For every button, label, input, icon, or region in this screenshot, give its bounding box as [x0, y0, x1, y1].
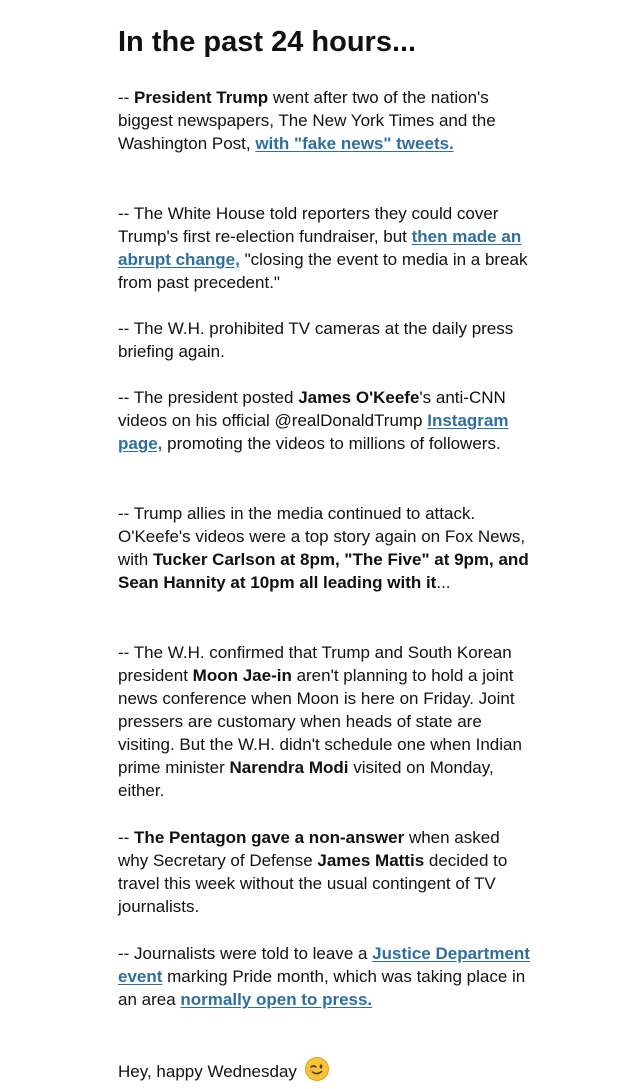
text: "closing the event to media in a break from past precedent." — [118, 250, 528, 292]
bold-text: President Trump — [134, 88, 269, 107]
text: 's anti-CNN videos on his official @realDonaldTrump — [118, 388, 506, 430]
text: visited on Monday, either. — [118, 758, 494, 800]
text: when asked why Secretary of Defense — [118, 828, 500, 870]
item-fake-news-tweets — [118, 86, 533, 155]
text: decided to travel this week without the usual contingent of TV journalists. — [118, 851, 508, 916]
fake-news-tweets-link[interactable]: with "fake news" tweets. — [255, 134, 454, 153]
bold-text: Tucker Carlson at 8pm, "The Five" at 9pm, and Sean Hannity at 10pm all leading with it — [118, 550, 529, 592]
closing-text: Hey, happy Wednesday — [118, 1062, 297, 1081]
text: ... — [436, 573, 451, 592]
instagram-page-link[interactable]: Instagram page, — [118, 411, 509, 453]
winking-face-icon — [305, 1057, 329, 1081]
text: went after two of the nation's biggest newspapers, The New York Times and the Washington Post, — [118, 88, 496, 153]
item-tv-cameras — [118, 317, 533, 363]
text: -- The president posted — [118, 388, 299, 407]
text: marking Pride month, which was taking place in an area — [118, 967, 526, 1009]
item-justice-department — [118, 942, 533, 1011]
item-okeefe-videos — [118, 386, 533, 455]
text: -- — [118, 828, 135, 847]
text: -- Journalists were told to leave a — [118, 944, 373, 963]
bold-text: James O'Keefe — [298, 388, 420, 407]
bold-text: The Pentagon gave a non-answer — [134, 828, 405, 847]
normally-open-to-press-link[interactable]: normally open to press. — [180, 990, 373, 1009]
abrupt-change-link[interactable]: then made an abrupt change, — [118, 227, 522, 269]
bold-text: Narendra Modi — [229, 758, 349, 777]
page-title: In the past 24 hours... — [118, 26, 417, 58]
bold-text: Moon Jae-in — [192, 666, 292, 685]
text: -- Trump allies in the media continued to attack. O'Keefe's videos were a top story again on Fox News, with — [118, 504, 526, 569]
item-moon-jae-in — [118, 641, 533, 802]
text: -- The White House told reporters they could cover Trump's first re-election fundraiser, but — [118, 204, 499, 246]
item-pentagon — [118, 826, 533, 918]
text: aren't planning to hold a joint news conference when Moon is here on Friday. Joint pressers are customary when heads of state are visiting. But the W.H. didn't schedule one when Indian prime minister — [118, 666, 522, 777]
bold-text: James Mattis — [317, 851, 425, 870]
item-fundraiser — [118, 202, 533, 294]
text: -- The W.H. confirmed that Trump and South Korean president — [118, 643, 512, 685]
item-fox-news — [118, 502, 533, 594]
text: -- The W.H. prohibited TV cameras at the daily press briefing again. — [118, 319, 514, 361]
justice-department-event-link[interactable]: Justice Department event — [118, 944, 530, 986]
text: -- — [118, 88, 135, 107]
text: promoting the videos to millions of followers. — [162, 434, 501, 453]
closing-line — [118, 1057, 533, 1083]
